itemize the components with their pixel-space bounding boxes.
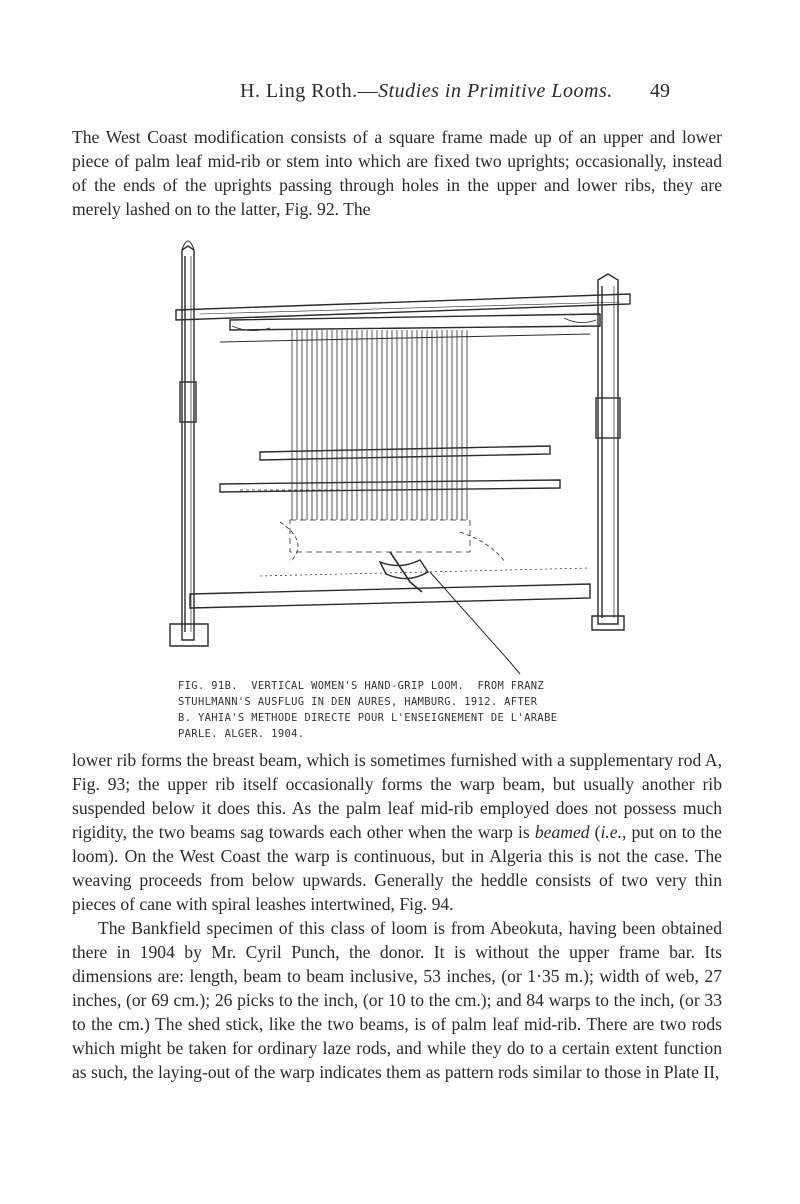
- paragraph-bottom: [72, 748, 722, 1084]
- caption-line: PARLE. ALGER. 1904.: [178, 728, 305, 740]
- author-name: H. Ling Roth.—: [240, 80, 379, 102]
- loom-illustration: [160, 222, 635, 692]
- paragraph-text: The West Coast modification consists of a square frame made up of an upper and lower piece of palm leaf mid-rib or stem into which are fixed two uprights; occasionally, instead of the ends of the uprights passing through holes in the upper and lower ribs, they are merely lashed on to the latter, Fig. 92. The: [72, 127, 722, 219]
- italic-text: beamed: [534, 822, 590, 842]
- paragraph-text: The Bankfield specimen of this class of loom is from Abeokuta, having been obtained there in 1904 by Mr. Cyril Punch, the donor. It is without the upper frame bar. Its dimensions are: length, beam to beam inclusive, 53 inches, (or 1·35 m.); width of web, 27 inches, (or 69 cm.); 26 picks to the inch, (or 10 to the cm.); and 84 warps to the inch, (or 33 to the cm.) The shed stick, like the two beams, is of palm leaf mid-rib. There are two rods which might be taken for ordinary laze rods, and while they do to a certain extent function as such, the laying-out of the warp indicates them as pattern rods similar to those in Plate II,: [72, 918, 722, 1082]
- paragraph-top: [72, 125, 722, 221]
- right-upright: [592, 274, 624, 630]
- text-run: , put on to the loom). On the West Coast the warp is continuous, but in Algeria this is not the case. The weaving proceeds from below upwards. Generally the heddle consists of two very thin pieces of cane with spiral leashes intertwined, Fig. 94.: [72, 822, 722, 914]
- upper-rib: [176, 294, 630, 331]
- left-upright: [170, 241, 208, 646]
- italic-text: i.e.: [600, 822, 623, 842]
- text-run: (: [589, 822, 601, 842]
- caption-line: STUHLMANN'S AUSFLUG IN DEN AURES, HAMBURG. 1912. AFTER: [178, 696, 538, 708]
- header-title: Studies in Primitive Looms.: [378, 80, 613, 102]
- header-author: [240, 80, 613, 103]
- caption-line: B. YAHIA'S METHODE DIRECTE POUR L'ENSEIGNEMENT DE L'ARABE: [178, 712, 558, 724]
- text-run: lower rib forms the breast beam, which is sometimes furnished with a supplementary rod A, Fig. 93; the upper rib itself occasionally forms the warp beam, but usually another rib suspended below it does this. As the palm leaf mid-rib employed does not possess much rigidity, the two beams sag towards each other when the warp is: [72, 750, 722, 842]
- page-number: 49: [650, 80, 670, 102]
- heddle-bars: [220, 334, 590, 492]
- running-header: [140, 80, 670, 110]
- paragraph-text: [72, 748, 722, 916]
- woven-cloth: [190, 520, 590, 608]
- shuttle-cord: [380, 552, 520, 674]
- caption-line: FIG. 91B. VERTICAL WOMEN'S HAND-GRIP LOOM. FROM FRANZ: [178, 680, 545, 692]
- figure-caption: [178, 678, 698, 742]
